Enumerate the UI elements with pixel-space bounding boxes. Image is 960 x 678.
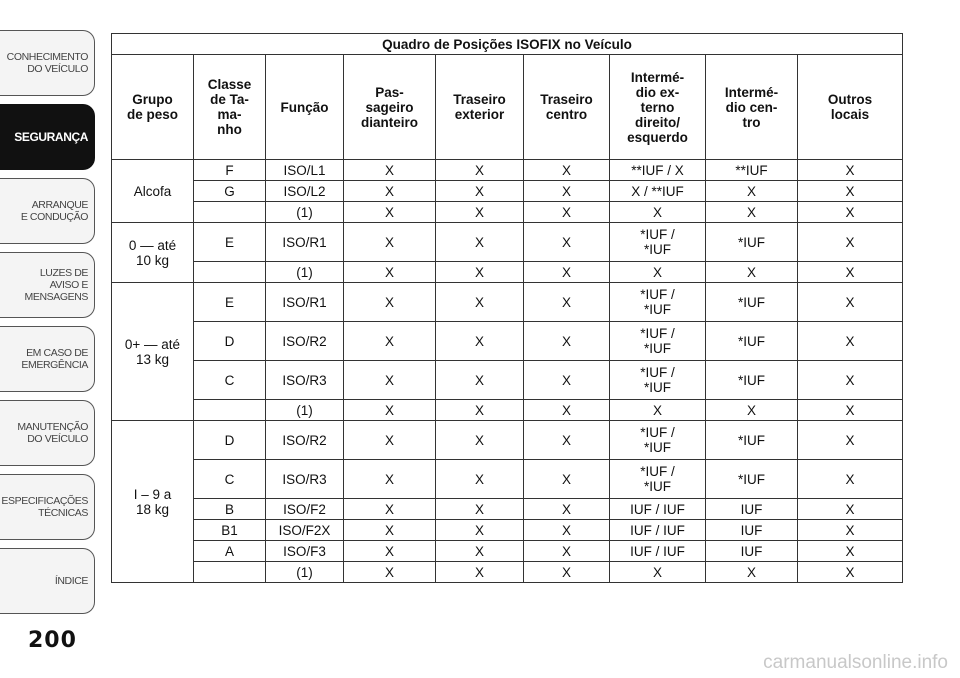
table-cell: X (436, 460, 524, 499)
column-header: Traseiro centro (524, 55, 610, 160)
isofix-table-container (111, 33, 902, 583)
table-cell: E (194, 223, 266, 262)
table-cell: X (344, 520, 436, 541)
table-cell: X (344, 562, 436, 583)
site-watermark: carmanualsonline.info (763, 652, 948, 673)
table-row (112, 421, 903, 460)
table-cell: X (436, 181, 524, 202)
table-cell: B1 (194, 520, 266, 541)
sidebar-tab-3[interactable]: LUZES DE AVISO E MENSAGENS (0, 252, 95, 318)
table-cell: X (524, 421, 610, 460)
table-cell: X (524, 541, 610, 562)
table-cell: ISO/L2 (266, 181, 344, 202)
table-cell: X (706, 262, 798, 283)
table-cell: X (436, 160, 524, 181)
table-cell: ISO/R1 (266, 223, 344, 262)
table-cell: X (706, 400, 798, 421)
table-row (112, 520, 903, 541)
table-cell: *IUF (706, 322, 798, 361)
table-cell: X (436, 361, 524, 400)
table-cell: X (344, 400, 436, 421)
sidebar-tab-1[interactable]: SEGURANÇA (0, 104, 95, 170)
table-cell: IUF / IUF (610, 541, 706, 562)
table-cell: *IUF / *IUF (610, 283, 706, 322)
table-cell: X (344, 223, 436, 262)
column-header: Pas- sageiro dianteiro (344, 55, 436, 160)
table-cell: X (798, 283, 903, 322)
table-row (112, 460, 903, 499)
table-cell: X (344, 361, 436, 400)
table-cell: X (436, 322, 524, 361)
table-cell: X (798, 361, 903, 400)
table-cell (194, 400, 266, 421)
table-cell: X (344, 541, 436, 562)
table-cell: X (524, 160, 610, 181)
table-cell: ISO/R2 (266, 421, 344, 460)
table-cell: *IUF (706, 283, 798, 322)
table-cell: D (194, 421, 266, 460)
sidebar-tab-7[interactable]: ÍNDICE (0, 548, 95, 614)
table-cell: X (798, 181, 903, 202)
table-cell: C (194, 460, 266, 499)
sidebar-tab-4[interactable]: EM CASO DE EMERGÊNCIA (0, 326, 95, 392)
weight-group-cell: I – 9 a 18 kg (112, 421, 194, 583)
table-cell: IUF (706, 520, 798, 541)
table-cell: *IUF / *IUF (610, 322, 706, 361)
table-cell: **IUF / X (610, 160, 706, 181)
table-cell: ISO/F2X (266, 520, 344, 541)
table-cell: ISO/R1 (266, 283, 344, 322)
column-header: Intermé- dio ex- terno direito/ esquerdo (610, 55, 706, 160)
table-row (112, 361, 903, 400)
table-cell: X (798, 499, 903, 520)
column-header: Intermé- dio cen- tro (706, 55, 798, 160)
table-cell: X (344, 460, 436, 499)
table-cell: X (706, 562, 798, 583)
table-cell: (1) (266, 400, 344, 421)
table-cell: X (798, 520, 903, 541)
table-cell: X (798, 202, 903, 223)
table-row (112, 562, 903, 583)
column-header: Outros locais (798, 55, 903, 160)
table-cell: B (194, 499, 266, 520)
table-row (112, 541, 903, 562)
table-cell: ISO/L1 (266, 160, 344, 181)
table-cell: X (344, 421, 436, 460)
table-cell: X (344, 181, 436, 202)
table-cell: X (798, 160, 903, 181)
table-row (112, 202, 903, 223)
sidebar-tab-2[interactable]: ARRANQUE E CONDUÇÃO (0, 178, 95, 244)
table-header-row (112, 55, 903, 160)
table-row (112, 181, 903, 202)
table-cell: *IUF / *IUF (610, 223, 706, 262)
table-cell: (1) (266, 262, 344, 283)
table-row (112, 499, 903, 520)
table-cell: C (194, 361, 266, 400)
table-body (112, 160, 903, 583)
table-cell: X (524, 181, 610, 202)
column-header: Função (266, 55, 344, 160)
table-cell (194, 562, 266, 583)
table-cell: X (524, 520, 610, 541)
chapter-sidebar (0, 0, 100, 678)
table-cell: ISO/R2 (266, 322, 344, 361)
table-cell: X (706, 181, 798, 202)
table-cell: X (524, 283, 610, 322)
table-cell: X (436, 520, 524, 541)
table-cell: **IUF (706, 160, 798, 181)
table-row (112, 262, 903, 283)
table-cell: X (436, 283, 524, 322)
table-cell: X (524, 562, 610, 583)
table-cell: X (524, 262, 610, 283)
table-cell: X (436, 202, 524, 223)
table-cell: X (524, 400, 610, 421)
column-header: Classe de Ta- ma- nho (194, 55, 266, 160)
sidebar-tab-6[interactable]: ESPECIFICAÇÕES TÉCNICAS (0, 474, 95, 540)
table-row (112, 160, 903, 181)
weight-group-cell: 0+ — até 13 kg (112, 283, 194, 421)
table-cell: X (706, 202, 798, 223)
table-cell: X (524, 460, 610, 499)
table-row (112, 400, 903, 421)
table-cell: X (344, 160, 436, 181)
table-cell: F (194, 160, 266, 181)
table-cell: X (798, 562, 903, 583)
table-row (112, 322, 903, 361)
table-cell: X (344, 283, 436, 322)
table-cell: X (524, 223, 610, 262)
isofix-positions-table (111, 33, 903, 583)
table-cell: X (798, 322, 903, 361)
table-cell: X (524, 499, 610, 520)
table-cell (194, 202, 266, 223)
table-cell: X (436, 499, 524, 520)
table-cell: X (610, 262, 706, 283)
table-cell: X (344, 322, 436, 361)
table-cell: IUF (706, 541, 798, 562)
table-cell: *IUF (706, 361, 798, 400)
table-cell: X (524, 322, 610, 361)
table-cell: *IUF / *IUF (610, 421, 706, 460)
table-cell: X (436, 421, 524, 460)
table-cell: E (194, 283, 266, 322)
table-row (112, 283, 903, 322)
page-number: 200 (28, 628, 77, 653)
sidebar-tab-0[interactable]: CONHECIMENTO DO VEÍCULO (0, 30, 95, 96)
table-cell: X (798, 400, 903, 421)
table-cell: X (436, 541, 524, 562)
table-cell: X (798, 421, 903, 460)
table-cell: *IUF / *IUF (610, 361, 706, 400)
column-header: Grupo de peso (112, 55, 194, 160)
table-cell: X (610, 202, 706, 223)
table-cell: A (194, 541, 266, 562)
table-cell: ISO/R3 (266, 361, 344, 400)
table-cell: IUF / IUF (610, 520, 706, 541)
table-cell: (1) (266, 562, 344, 583)
table-cell: IUF (706, 499, 798, 520)
table-cell: X (798, 223, 903, 262)
table-cell: ISO/F3 (266, 541, 344, 562)
table-cell: ISO/F2 (266, 499, 344, 520)
table-cell: X (436, 262, 524, 283)
table-cell: D (194, 322, 266, 361)
table-cell: *IUF / *IUF (610, 460, 706, 499)
table-cell: X (344, 262, 436, 283)
table-cell: X (436, 562, 524, 583)
table-cell (194, 262, 266, 283)
table-cell: (1) (266, 202, 344, 223)
table-cell: IUF / IUF (610, 499, 706, 520)
table-row (112, 223, 903, 262)
table-cell: *IUF (706, 460, 798, 499)
table-cell: X (524, 202, 610, 223)
table-cell: X (610, 400, 706, 421)
table-cell: X (436, 400, 524, 421)
table-cell: X / **IUF (610, 181, 706, 202)
table-cell: *IUF (706, 223, 798, 262)
table-cell: X (524, 361, 610, 400)
table-cell: X (344, 202, 436, 223)
table-cell: X (610, 562, 706, 583)
table-cell: X (436, 223, 524, 262)
weight-group-cell: 0 — até 10 kg (112, 223, 194, 283)
weight-group-cell: Alcofa (112, 160, 194, 223)
table-cell: X (798, 541, 903, 562)
table-cell: X (798, 460, 903, 499)
table-title: Quadro de Posições ISOFIX no Veículo (112, 34, 903, 55)
table-cell: X (798, 262, 903, 283)
column-header: Traseiro exterior (436, 55, 524, 160)
sidebar-tab-5[interactable]: MANUTENÇÃO DO VEÍCULO (0, 400, 95, 466)
table-cell: X (344, 499, 436, 520)
table-cell: ISO/R3 (266, 460, 344, 499)
table-cell: *IUF (706, 421, 798, 460)
table-cell: G (194, 181, 266, 202)
